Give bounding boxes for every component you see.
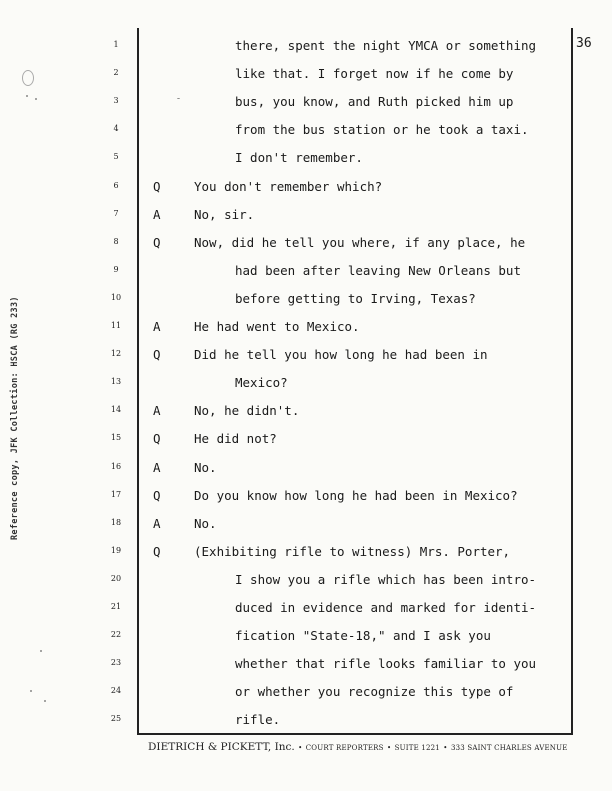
footer-reporters: COURT REPORTERS xyxy=(305,744,384,752)
transcript-text: Do you know how long he had been in Mexico? xyxy=(194,487,518,503)
line-number: 14 xyxy=(110,405,122,415)
scan-speck xyxy=(177,98,180,99)
line-number: 3 xyxy=(113,96,119,106)
transcript-text: or whether you recognize this type of xyxy=(235,684,514,700)
speaker-label: Q xyxy=(153,178,161,194)
line-number: 24 xyxy=(110,686,122,696)
line-number: 4 xyxy=(113,124,119,134)
line-number: 25 xyxy=(110,714,122,724)
transcript-text: like that. I forget now if he come by xyxy=(235,66,514,82)
speaker-label: A xyxy=(153,515,161,531)
line-number: 22 xyxy=(110,630,122,640)
transcript-text: whether that rifle looks familiar to you xyxy=(235,656,537,672)
speaker-label: A xyxy=(153,206,161,222)
transcript-text: fication "State-18," and I ask you xyxy=(235,628,491,644)
line-number: 20 xyxy=(110,573,122,583)
speaker-label: A xyxy=(153,319,161,334)
line-number: 21 xyxy=(110,602,122,611)
line-number: 6 xyxy=(113,180,119,190)
scan-speck xyxy=(26,95,28,97)
transcript-text: before getting to Irving, Texas? xyxy=(235,290,476,306)
scan-speck xyxy=(40,650,42,652)
footer xyxy=(148,741,568,753)
scan-speck xyxy=(35,98,37,100)
transcript-text: bus, you know, and Ruth picked him up xyxy=(235,94,514,110)
speaker-label: Q xyxy=(153,543,161,559)
line-number: 17 xyxy=(110,489,122,499)
transcript-text: Mexico? xyxy=(235,375,288,391)
line-number: 13 xyxy=(110,377,122,387)
line-number: 15 xyxy=(110,433,122,443)
line-number: 16 xyxy=(110,461,122,471)
footer-sep: • xyxy=(298,744,303,752)
transcript-text: No. xyxy=(194,515,217,531)
transcript-text: No. xyxy=(194,459,217,475)
left-margin-rule xyxy=(137,28,139,735)
transcript-text: I show you a rifle which has been intro- xyxy=(235,571,537,587)
archive-stamp: Reference copy, JFK Collection: HSCA (RG 233) xyxy=(10,296,20,540)
line-number: 10 xyxy=(110,292,122,302)
line-number: 2 xyxy=(113,68,119,78)
transcript-text: No, he didn't. xyxy=(194,403,300,419)
transcript-text: Did he tell you how long he had been in xyxy=(194,347,488,363)
transcript-text: No, sir. xyxy=(194,206,255,222)
line-number: 1 xyxy=(113,40,119,49)
scan-speck xyxy=(22,70,34,86)
line-number: 18 xyxy=(110,517,122,527)
speaker-label: Q xyxy=(153,234,161,250)
transcript-text: I don't remember. xyxy=(235,150,363,166)
transcript-text: from the bus station or he took a taxi. xyxy=(235,122,529,138)
footer-firm: DIETRICH & PICKETT, Inc. xyxy=(148,741,295,753)
transcript-text: had been after leaving New Orleans but xyxy=(235,262,521,278)
footer-sep: • xyxy=(386,744,392,752)
transcript-text: rifle. xyxy=(235,712,281,728)
right-margin-rule xyxy=(571,28,573,735)
line-number: 11 xyxy=(110,321,122,330)
scan-speck xyxy=(44,700,46,702)
speaker-label: Q xyxy=(153,347,161,363)
transcript-text: there, spent the night YMCA or something xyxy=(235,38,537,53)
line-number: 5 xyxy=(113,152,119,162)
transcript-text: (Exhibiting rifle to witness) Mrs. Porter, xyxy=(194,543,511,559)
scan-speck xyxy=(30,690,32,692)
footer-sep: • xyxy=(443,744,448,752)
line-number: 12 xyxy=(110,349,122,359)
page-number: 36 xyxy=(576,36,592,51)
line-number: 9 xyxy=(113,264,119,274)
transcript-text: You don't remember which? xyxy=(194,178,383,194)
transcript-text: Now, did he tell you where, if any place, he xyxy=(194,234,526,250)
transcript-text: He did not? xyxy=(194,431,277,447)
speaker-label: A xyxy=(153,459,161,475)
speaker-label: Q xyxy=(153,431,161,447)
transcript-text: He had went to Mexico. xyxy=(194,319,360,334)
line-number: 7 xyxy=(113,208,119,218)
line-number: 8 xyxy=(113,236,119,246)
speaker-label: Q xyxy=(153,487,161,503)
bottom-rule xyxy=(137,733,573,735)
speaker-label: A xyxy=(153,403,161,419)
footer-suite: SUITE 1221 xyxy=(394,744,440,752)
line-number: 23 xyxy=(110,658,122,668)
footer-address: 333 SAINT CHARLES AVENUE xyxy=(450,744,568,752)
transcript-text: duced in evidence and marked for identi- xyxy=(235,600,537,615)
line-number: 19 xyxy=(110,545,122,555)
